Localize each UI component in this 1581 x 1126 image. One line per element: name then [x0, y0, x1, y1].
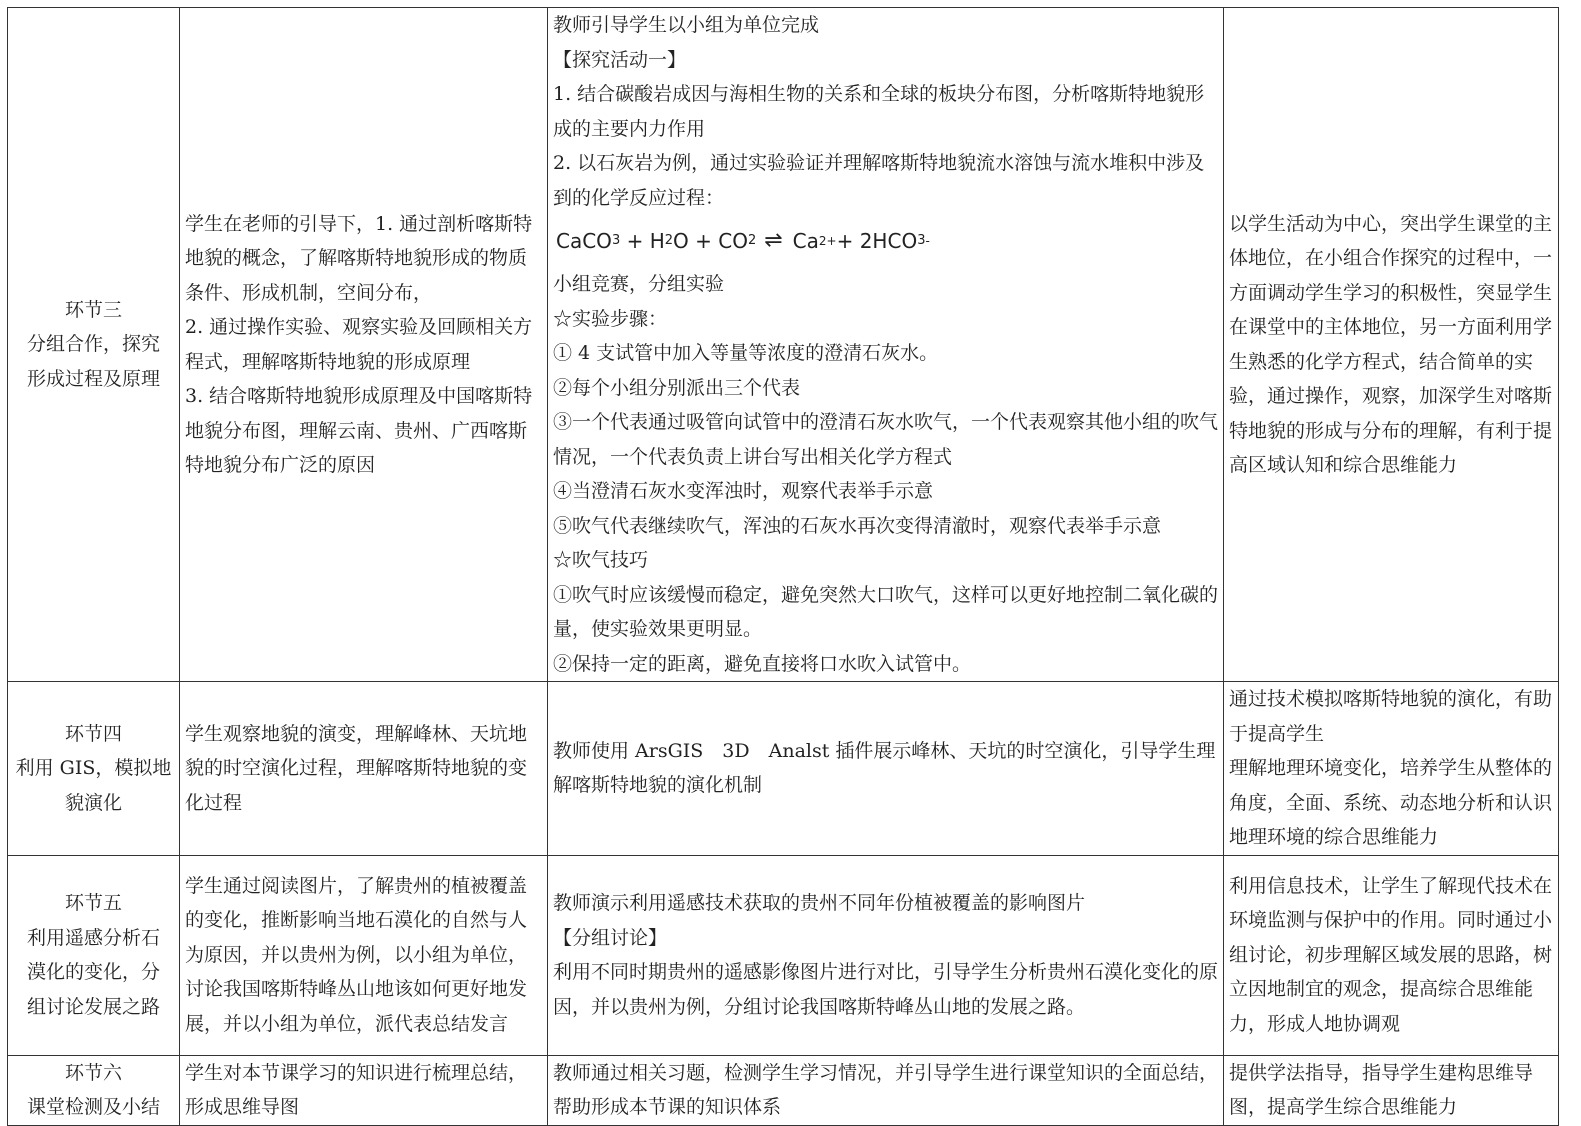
stage-subtitle-line: 漠化的变化，分	[26, 961, 160, 983]
table-row-stage-3	[8, 8, 1559, 682]
table-row-stage-5	[8, 855, 1559, 1055]
design-intent-cell	[1224, 8, 1559, 682]
stage-subtitle-line: 貌演化	[64, 791, 122, 814]
design-intent-cell	[1224, 1055, 1559, 1125]
student-activity-text: 学生在老师的引导下，1. 通过剖析喀斯特地貌的概念，了解喀斯特地貌形成的物质条件、形成机制，空间分布，	[185, 212, 533, 304]
activity-heading: 【分组讨论】	[553, 926, 668, 949]
teacher-activity-text: 小组竞赛，分组实验	[553, 273, 725, 295]
stage-title: 环节四	[64, 722, 122, 745]
stage-subtitle-line: 利用遥感分析石	[26, 926, 160, 949]
teacher-activity-text: 教师通过相关习题，检测学生学习情况，并引导学生进行课堂知识的全面总结，帮助形成本节课的知识体系	[553, 1061, 1219, 1118]
student-activity-text: 3. 结合喀斯特地貌形成原理及中国喀斯特地貌分布图，理解云南、贵州、广西喀斯特地貌分布广泛的原因	[185, 385, 533, 476]
experiment-step: ⑤吹气代表继续吹气，浑浊的石灰水再次变得清澈时，观察代表举手示意	[553, 514, 1162, 537]
student-activity-cell	[180, 1055, 548, 1125]
design-intent-cell	[1224, 855, 1559, 1055]
stage-title: 环节六	[64, 1061, 122, 1084]
teacher-activity-cell	[548, 1055, 1224, 1125]
lesson-plan-table	[7, 7, 1559, 1126]
student-activity-text: 学生对本节课学习的知识进行梳理总结，形成思维导图	[185, 1061, 528, 1118]
teacher-activity-text: 1. 结合碳酸岩成因与海相生物的关系和全球的板块分布图，分析喀斯特地貌形成的主要内力作用	[553, 83, 1205, 140]
equilibrium-arrow-icon: ⇌	[764, 227, 783, 253]
teacher-activity-text: 2. 以石灰岩为例，通过实验验证并理解喀斯特地貌流水溶蚀与流水堆积中涉及到的化学反应过程：	[553, 152, 1205, 209]
stage-cell	[8, 855, 180, 1055]
experiment-step: ③一个代表通过吸管向试管中的澄清石灰水吹气，一个代表观察其他小组的吹气情况，一个代表负责上讲台写出相关化学方程式	[553, 411, 1219, 468]
stage-cell	[8, 1055, 180, 1125]
stage-title: 环节五	[64, 892, 122, 914]
design-intent-text: 理解地理环境变化，培养学生从整体的角度，全面、系统、动态地分析和认识地理环境的综合思维能力	[1229, 757, 1553, 848]
design-intent-text: 通过技术模拟喀斯特地貌的演化，有助于提高学生	[1229, 688, 1553, 745]
blowing-tips-heading: ☆吹气技巧	[553, 549, 649, 571]
design-intent-text: 以学生活动为中心，突出学生课堂的主体地位，在小组合作探究的过程中，一方面调动学生学习的积极性，突显学生在课堂中的主体地位，另一方面利用学生熟悉的化学方程式，结合简单的实验，通过操作，观察，加深学生对喀斯特地貌的形成与分布的理解，有利于提高区域认知和综合思维能力	[1229, 212, 1553, 476]
student-activity-text: 学生观察地貌的演变，理解峰林、天坑地貌的时空演化过程，理解喀斯特地貌的变化过程	[185, 722, 528, 814]
teacher-activity-cell	[548, 682, 1224, 856]
student-activity-cell	[180, 855, 548, 1055]
stage-cell	[8, 682, 180, 856]
design-intent-text: 利用信息技术，让学生了解现代技术在环境监测与保护中的作用。同时通过小组讨论，初步理解区域发展的思路，树立因地制宜的观念，提高综合思维能力，形成人地协调观	[1229, 874, 1553, 1035]
stage-subtitle-line: 形成过程及原理	[26, 367, 160, 390]
student-activity-cell	[180, 8, 548, 682]
teacher-activity-text: 教师引导学生以小组为单位完成	[553, 14, 820, 36]
experiment-step: ④当澄清石灰水变浑浊时，观察代表举手示意	[553, 480, 934, 502]
teacher-activity-text: 利用不同时期贵州的遥感影像图片进行对比，引导学生分析贵州石漠化变化的原因，并以贵州为例，分组讨论我国喀斯特峰丛山地的发展之路。	[553, 961, 1219, 1018]
student-activity-text: 学生通过阅读图片，了解贵州的植被覆盖的变化，推断影响当地石漠化的自然与人为原因，并以贵州为例，以小组为单位，讨论我国喀斯特峰丛山地该如何更好地发展，并以小组为单位，派代表总结发言	[185, 874, 528, 1035]
stage-subtitle-line: 组讨论发展之路	[26, 995, 160, 1018]
table-row-stage-4	[8, 682, 1559, 856]
experiment-step: ②每个小组分别派出三个代表	[553, 376, 801, 399]
teacher-activity-cell	[548, 8, 1224, 682]
teacher-activity-cell	[548, 855, 1224, 1055]
blowing-tip: ②保持一定的距离，避免直接将口水吹入试管中。	[553, 652, 972, 675]
teacher-activity-text: 教师演示利用遥感技术获取的贵州不同年份植被覆盖的影响图片	[553, 892, 1086, 914]
stage-cell	[8, 8, 180, 682]
stage-subtitle-line: 利用 GIS，模拟地	[15, 757, 172, 779]
activity-heading: 【探究活动一】	[553, 48, 687, 71]
teacher-activity-text: 教师使用 ArsGIS 3D Analst 插件展示峰林、天坑的时空演化，引导学生理解喀斯特地貌的演化机制	[553, 739, 1216, 797]
chemical-equation: CaCO 3 + H 2 O + CO 2 ⇌ Ca 2+ + 2HCO 3 -	[553, 215, 1218, 267]
blowing-tip: ①吹气时应该缓慢而稳定，避免突然大口吹气，这样可以更好地控制二氧化碳的量，使实验效果更明显。	[553, 583, 1219, 640]
table-row-stage-6	[8, 1055, 1559, 1125]
experiment-step: ① 4 支试管中加入等量等浓度的澄清石灰水。	[553, 342, 939, 364]
student-activity-text: 2. 通过操作实验、观察实验及回顾相关方程式，理解喀斯特地貌的形成原理	[185, 316, 533, 373]
student-activity-cell	[180, 682, 548, 856]
stage-subtitle-line: 课堂检测及小结	[26, 1096, 160, 1118]
design-intent-text: 提供学法指导，指导学生建构思维导图，提高学生综合思维能力	[1229, 1061, 1534, 1118]
experiment-steps-heading: ☆实验步骤：	[553, 307, 668, 330]
design-intent-cell	[1224, 682, 1559, 856]
stage-title: 环节三	[64, 298, 122, 321]
stage-subtitle-line: 分组合作，探究	[26, 333, 160, 356]
